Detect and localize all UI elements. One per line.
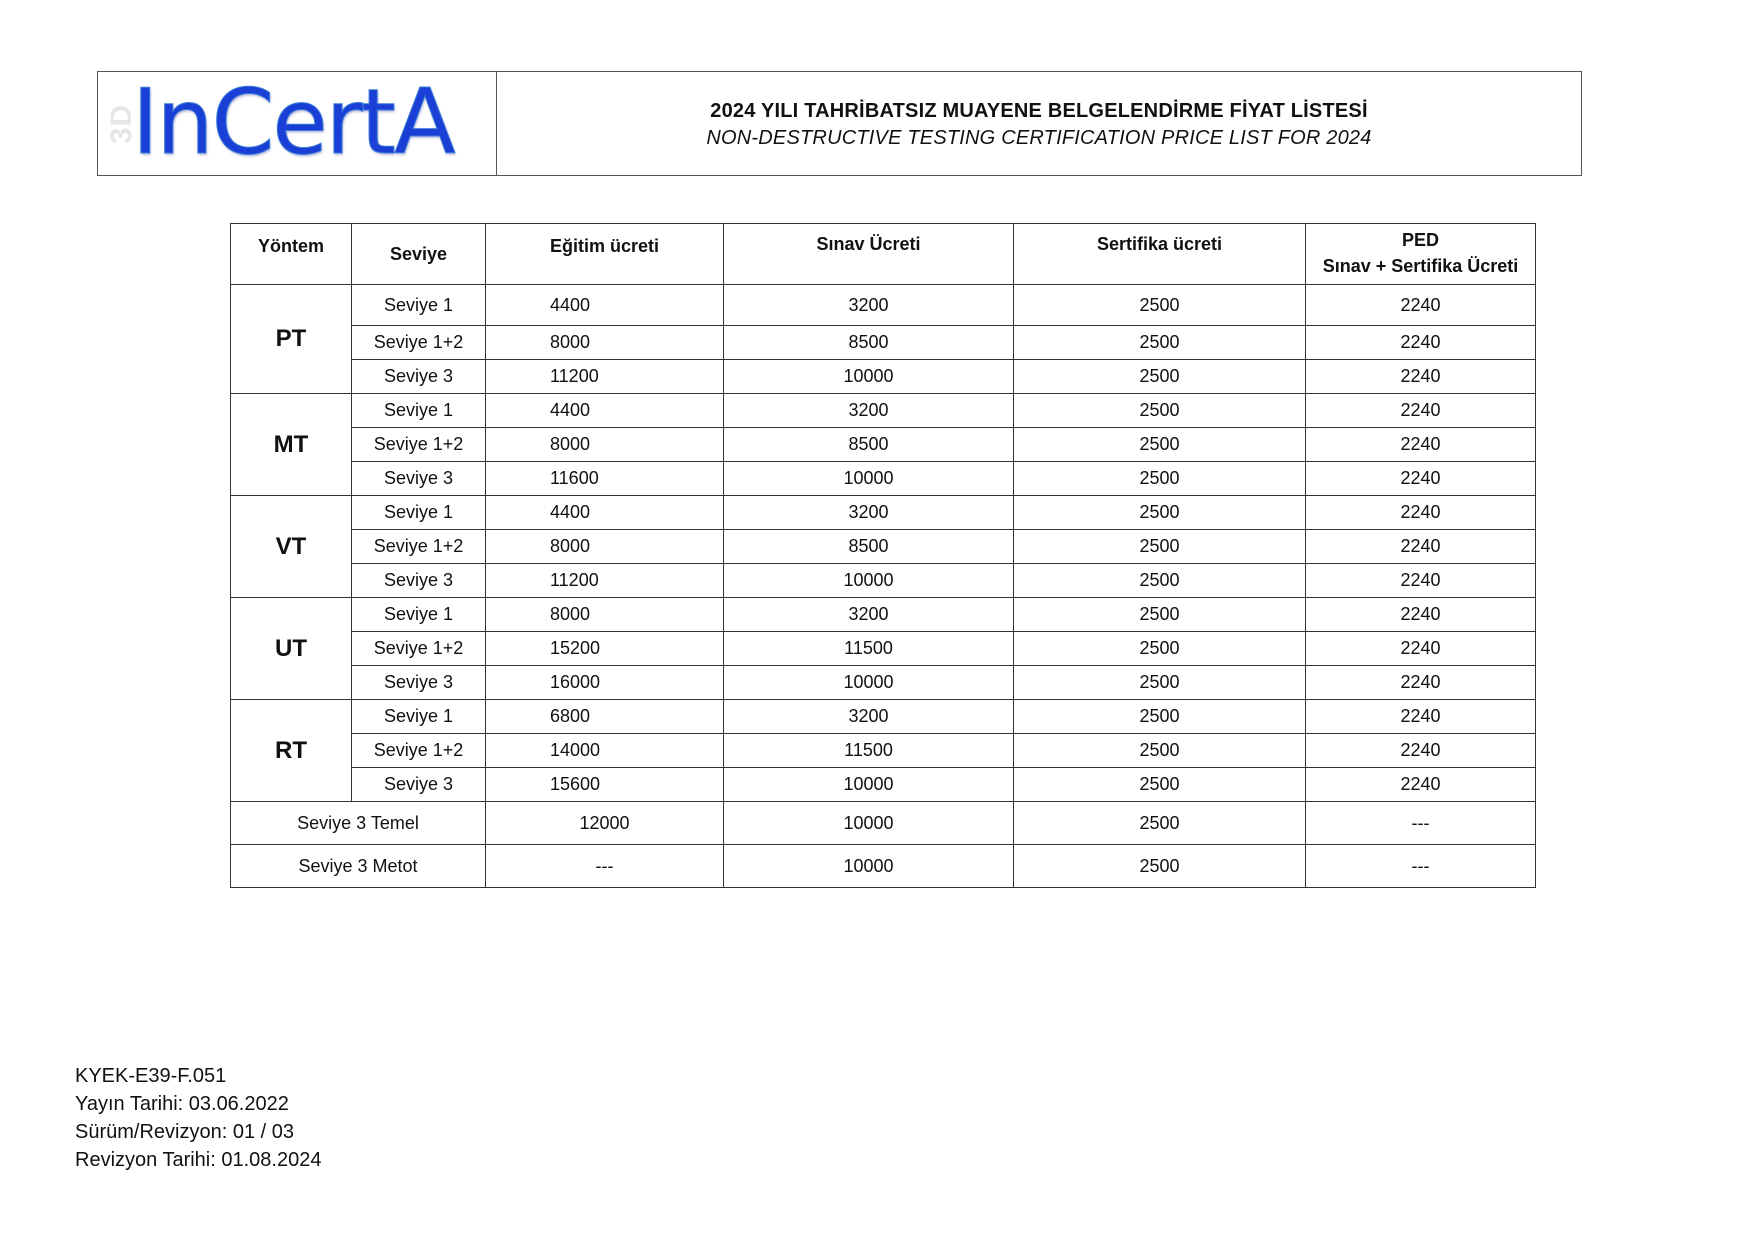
ped-fee-cell: 2240 (1306, 768, 1536, 802)
version: Sürüm/Revizyon: 01 / 03 (75, 1121, 294, 1143)
training-fee-cell: 11200 (486, 360, 724, 394)
level-cell: Seviye 1+2 (352, 326, 486, 360)
document-code: KYEK-E39-F.051 (75, 1065, 227, 1087)
level-cell: Seviye 3 (352, 360, 486, 394)
certificate-fee-cell: 2500 (1014, 530, 1306, 564)
ped-fee-cell: 2240 (1306, 326, 1536, 360)
ped-fee-cell: 2240 (1306, 700, 1536, 734)
method-cell: UT (231, 598, 352, 700)
method-cell: MT (231, 394, 352, 496)
training-fee-cell: 8000 (486, 326, 724, 360)
ped-fee-cell: --- (1306, 845, 1536, 888)
column-header-level: Seviye (352, 224, 486, 285)
publish-date: Yayın Tarihi: 03.06.2022 (75, 1093, 289, 1115)
method-cell: PT (231, 285, 352, 394)
title-turkish: 2024 YILI TAHRİBATSIZ MUAYENE BELGELENDİRME FİYAT LİSTESİ (710, 99, 1368, 122)
price-table (230, 223, 1536, 888)
certificate-fee-cell: 2500 (1014, 285, 1306, 326)
certificate-fee-cell: 2500 (1014, 394, 1306, 428)
exam-fee-cell: 11500 (724, 632, 1014, 666)
table-row (231, 598, 1536, 632)
level-cell: Seviye 1 (352, 598, 486, 632)
certificate-fee-cell: 2500 (1014, 598, 1306, 632)
level-cell: Seviye 1 (352, 394, 486, 428)
table-row (231, 360, 1536, 394)
column-header-certificate: Sertifika ücreti (1014, 224, 1306, 285)
certificate-fee-cell: 2500 (1014, 700, 1306, 734)
certificate-fee-cell: 2500 (1014, 564, 1306, 598)
training-fee-cell: 4400 (486, 285, 724, 326)
document-header (97, 71, 1582, 176)
exam-fee-cell: 10000 (724, 802, 1014, 845)
table-row (231, 802, 1536, 845)
ped-header-line1: PED (1401, 230, 1439, 250)
exam-fee-cell: 10000 (724, 564, 1014, 598)
training-fee-cell: 8000 (486, 530, 724, 564)
exam-fee-cell: 10000 (724, 845, 1014, 888)
level-cell: Seviye 1+2 (352, 734, 486, 768)
table-row (231, 530, 1536, 564)
table-row (231, 326, 1536, 360)
certificate-fee-cell: 2500 (1014, 802, 1306, 845)
ped-fee-cell: 2240 (1306, 496, 1536, 530)
level-cell: Seviye 3 (352, 666, 486, 700)
exam-fee-cell: 3200 (724, 285, 1014, 326)
training-fee-cell: 15200 (486, 632, 724, 666)
training-fee-cell: 14000 (486, 734, 724, 768)
certificate-fee-cell: 2500 (1014, 326, 1306, 360)
title-block (497, 72, 1581, 175)
ped-fee-cell: 2240 (1306, 360, 1536, 394)
column-header-method: Yöntem (231, 224, 352, 285)
method-cell: RT (231, 700, 352, 802)
training-fee-cell: 16000 (486, 666, 724, 700)
exam-fee-cell: 10000 (724, 768, 1014, 802)
certificate-fee-cell: 2500 (1014, 734, 1306, 768)
table-row (231, 768, 1536, 802)
ped-fee-cell: 2240 (1306, 632, 1536, 666)
certificate-fee-cell: 2500 (1014, 632, 1306, 666)
revision-date: Revizyon Tarihi: 01.08.2024 (75, 1149, 322, 1171)
table-row (231, 564, 1536, 598)
training-fee-cell: 11600 (486, 462, 724, 496)
table-header-row (231, 224, 1536, 285)
exam-fee-cell: 10000 (724, 666, 1014, 700)
certificate-fee-cell: 2500 (1014, 496, 1306, 530)
column-header-exam: Sınav Ücreti (724, 224, 1014, 285)
method-cell: VT (231, 496, 352, 598)
certificate-fee-cell: 2500 (1014, 768, 1306, 802)
training-fee-cell: 8000 (486, 428, 724, 462)
level-cell: Seviye 1 (352, 496, 486, 530)
logo (98, 72, 497, 175)
level-cell: Seviye 1+2 (352, 530, 486, 564)
certificate-fee-cell: 2500 (1014, 666, 1306, 700)
level-cell: Seviye 1 (352, 700, 486, 734)
table-row (231, 700, 1536, 734)
table-row (231, 285, 1536, 326)
level-cell: Seviye 1 (352, 285, 486, 326)
ped-header-line2: Sınav + Sertifika Ücreti (1322, 256, 1519, 276)
training-fee-cell: 4400 (486, 496, 724, 530)
ped-fee-cell: --- (1306, 802, 1536, 845)
title-english: NON-DESTRUCTIVE TESTING CERTIFICATION PRICE LIST FOR 2024 (706, 126, 1372, 149)
training-fee-cell: 4400 (486, 394, 724, 428)
table-row (231, 632, 1536, 666)
column-header-ped (1306, 224, 1536, 285)
level-cell: Seviye 3 (352, 768, 486, 802)
exam-fee-cell: 8500 (724, 428, 1014, 462)
exam-fee-cell: 10000 (724, 360, 1014, 394)
ped-fee-cell: 2240 (1306, 394, 1536, 428)
ped-fee-cell: 2240 (1306, 666, 1536, 700)
level-cell: Seviye 3 Temel (231, 802, 486, 845)
training-fee-cell: 11200 (486, 564, 724, 598)
exam-fee-cell: 3200 (724, 394, 1014, 428)
certificate-fee-cell: 2500 (1014, 428, 1306, 462)
ped-fee-cell: 2240 (1306, 530, 1536, 564)
ped-fee-cell: 2240 (1306, 428, 1536, 462)
table-row (231, 666, 1536, 700)
exam-fee-cell: 10000 (724, 462, 1014, 496)
ped-fee-cell: 2240 (1306, 462, 1536, 496)
training-fee-cell: 8000 (486, 598, 724, 632)
table-row (231, 845, 1536, 888)
table-row (231, 462, 1536, 496)
certificate-fee-cell: 2500 (1014, 845, 1306, 888)
level-cell: Seviye 3 (352, 564, 486, 598)
exam-fee-cell: 11500 (724, 734, 1014, 768)
table-row (231, 428, 1536, 462)
training-fee-cell: 15600 (486, 768, 724, 802)
exam-fee-cell: 3200 (724, 496, 1014, 530)
ped-fee-cell: 2240 (1306, 598, 1536, 632)
exam-fee-cell: 3200 (724, 700, 1014, 734)
table-body (231, 285, 1536, 888)
level-cell: Seviye 3 Metot (231, 845, 486, 888)
training-fee-cell: 12000 (486, 802, 724, 845)
exam-fee-cell: 8500 (724, 530, 1014, 564)
table-row (231, 734, 1536, 768)
logo-text: InCertA (132, 72, 454, 175)
logo-prefix: 3D (105, 103, 139, 145)
training-fee-cell: --- (486, 845, 724, 888)
certificate-fee-cell: 2500 (1014, 360, 1306, 394)
level-cell: Seviye 1+2 (352, 428, 486, 462)
exam-fee-cell: 8500 (724, 326, 1014, 360)
exam-fee-cell: 3200 (724, 598, 1014, 632)
certificate-fee-cell: 2500 (1014, 462, 1306, 496)
level-cell: Seviye 3 (352, 462, 486, 496)
document-footer (75, 1062, 321, 1174)
ped-fee-cell: 2240 (1306, 564, 1536, 598)
ped-fee-cell: 2240 (1306, 734, 1536, 768)
table-row (231, 394, 1536, 428)
ped-fee-cell: 2240 (1306, 285, 1536, 326)
column-header-training: Eğitim ücreti (486, 224, 724, 285)
level-cell: Seviye 1+2 (352, 632, 486, 666)
training-fee-cell: 6800 (486, 700, 724, 734)
table-row (231, 496, 1536, 530)
